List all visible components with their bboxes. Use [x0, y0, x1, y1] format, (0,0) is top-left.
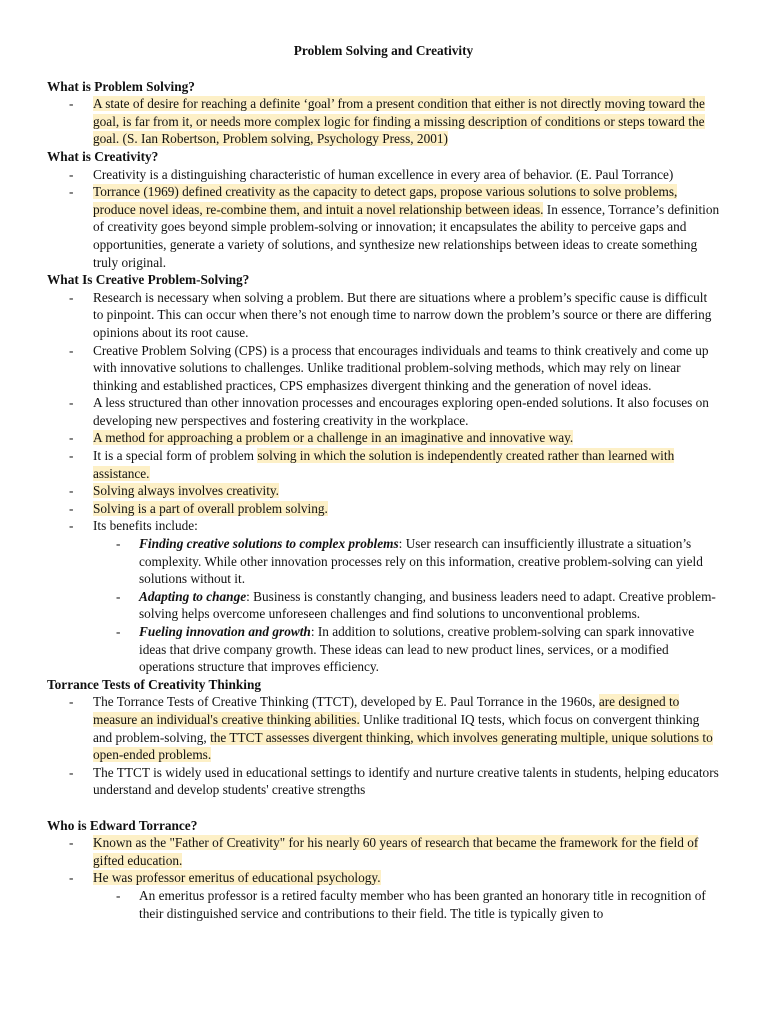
highlighted-text: Torrance (1969) defined creativity as the capacity to detect gaps, propose various solutions to solve problems, produce novel ideas, re-combine them, and intuit a novel relationship between ideas.	[93, 184, 678, 217]
highlighted-text: Known as the "Father of Creativity" for his nearly 60 years of research that became the framework for the field of gifted education.	[93, 835, 699, 868]
emeritus-sublist	[93, 887, 720, 922]
list-text: Research is necessary when solving a problem. But there are situations where a problem’s specific cause is difficult to pinpoint. This can occur when there’s not enough time to narrow down the problem’s source or there are differing opinions about its root cause.	[93, 289, 712, 340]
list-creative-problem-solving	[47, 289, 720, 676]
list-item	[47, 517, 720, 675]
list-item	[47, 482, 720, 500]
document-title: Problem Solving and Creativity	[293, 43, 474, 58]
list-edward-torrance	[47, 834, 720, 922]
list-item	[47, 289, 720, 342]
list-text: The TTCT is widely used in educational settings to identify and nurture creative talents in students, helping educators understand and develop students' creative strengths	[93, 764, 719, 798]
list-text: Unlike traditional IQ tests, which focus on convergent thinking and problem-solving,	[93, 711, 700, 745]
highlighted-text: Solving is a part of overall problem solving.	[93, 500, 328, 516]
list-text: In essence, Torrance’s definition of creativity goes beyond simple problem-solving or innovation; it encapsulates the ability to perceive gaps and opportunities, generate a variety of solutions, and synthesize new relationships between ideas to create something truly original.	[93, 201, 720, 270]
highlighted-text: solving in which the solution is independently created rather than learned with assistance.	[93, 448, 675, 481]
blank-line	[47, 799, 720, 817]
list-item	[47, 183, 720, 271]
sub-list-item	[93, 887, 720, 922]
benefit-item	[93, 623, 720, 676]
heading-creative-problem-solving: What Is Creative Problem-Solving?	[47, 272, 250, 288]
benefits-list	[93, 535, 720, 676]
highlighted-text: are designed to measure an individual's creative thinking abilities.	[93, 694, 680, 727]
list-text: An emeritus professor is a retired faculty member who has been granted an honorary title in recognition of their distinguished service and contributions to their field. The title is typically given to	[139, 887, 706, 921]
list-text: Creative Problem Solving (CPS) is a process that encourages individuals and teams to think creatively and come up with innovative solutions to challenges. Unlike traditional problem-solving methods, which may rely on linear thinking and established practices, CPS emphasizes divergent thinking and the generation of novel ideas.	[93, 342, 709, 393]
list-item	[47, 95, 720, 148]
list-text: Creativity is a distinguishing characteristic of human excellence in every area of behavior. (E. Paul Torrance)	[93, 166, 674, 182]
list-text: A less structured than other innovation processes and encourages exploring open-ended solutions. It also focuses on developing new perspectives and fostering creativity in the workplace.	[93, 395, 709, 428]
highlighted-text: Solving always involves creativity.	[93, 483, 280, 499]
list-torrance-tests	[47, 693, 720, 799]
highlighted-text: A method for approaching a problem or a challenge in an imaginative and innovative way.	[93, 430, 574, 446]
list-item	[47, 693, 720, 763]
list-text: It is a special form of problem	[93, 448, 258, 464]
highlighted-text: the TTCT assesses divergent thinking, which involves generating multiple, unique solutions to open-ended problems.	[93, 729, 713, 763]
highlighted-text: He was professor emeritus of educational psychology.	[93, 870, 381, 886]
list-item	[47, 834, 720, 869]
heading-edward-torrance: Who is Edward Torrance?	[47, 817, 198, 833]
list-text: Its benefits include:	[93, 518, 198, 534]
list-creativity	[47, 166, 720, 272]
benefit-item	[93, 588, 720, 623]
list-item	[47, 764, 720, 799]
list-item	[47, 447, 720, 482]
benefit-term: Finding creative solutions to complex problems	[139, 536, 399, 552]
heading-torrance-tests: Torrance Tests of Creativity Thinking	[47, 676, 262, 692]
heading-creativity: What is Creativity?	[47, 148, 159, 164]
list-item	[47, 429, 720, 447]
benefit-text: : User research can insufficiently illustrate a situation’s complexity. While other innovation processes rely on this information, creative problem-solving can yield solutions without it.	[139, 536, 703, 587]
list-item	[47, 394, 720, 429]
benefit-term: Fueling innovation and growth	[139, 624, 311, 639]
list-item	[47, 500, 720, 518]
benefit-term: Adapting to change	[139, 588, 247, 604]
benefit-item	[93, 535, 720, 588]
list-item	[47, 166, 720, 184]
list-problem-solving	[47, 95, 720, 148]
list-item	[47, 342, 720, 395]
heading-problem-solving: What is Problem Solving?	[47, 78, 195, 94]
list-text: The Torrance Tests of Creative Thinking (TTCT), developed by E. Paul Torrance in the 1960s,	[93, 694, 599, 710]
benefit-text: : Business is constantly changing, and business leaders need to adapt. Creative problem-solving helps overcome unforeseen challenges and find solutions to unconventional problems.	[139, 588, 716, 622]
list-item	[47, 869, 720, 922]
highlighted-text: A state of desire for reaching a definite ‘goal’ from a present condition that either is not directly moving toward the goal, is far from it, or needs more complex logic for finding a missing description of conditions or steps toward the goal. (S. Ian Robertson, Problem solving, Psychology Press, 2001)	[93, 96, 705, 147]
benefit-text: : In addition to solutions, creative problem-solving can spark innovative ideas that drive company growth. These ideas can lead to new product lines, services, or a modified operations structure that improves efficiency.	[139, 624, 695, 675]
